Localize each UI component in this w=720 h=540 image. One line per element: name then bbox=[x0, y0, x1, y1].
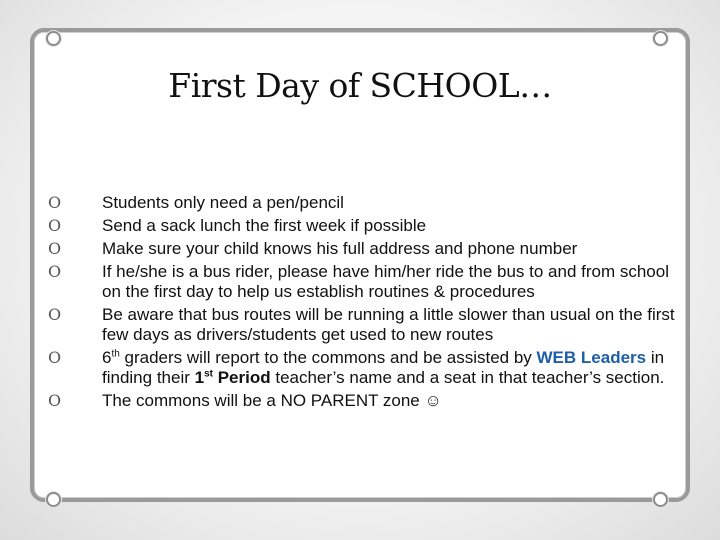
period-number: 1 bbox=[194, 368, 205, 387]
text-segment: graders will report to the commons and be assisted by bbox=[119, 348, 537, 367]
list-item-text: Send a sack lunch the first week if possible bbox=[102, 216, 427, 235]
list-item-text: Be aware that bus routes will be running a little slower than usual on the first few days as drivers/students get used to new routes bbox=[102, 305, 675, 344]
bullet-marker: O bbox=[48, 216, 62, 235]
bullet-marker: O bbox=[48, 391, 62, 410]
ordinal-suffix: th bbox=[111, 348, 120, 360]
period-label: Period bbox=[213, 368, 271, 387]
bullet-marker: O bbox=[48, 348, 62, 367]
list-item-text bbox=[102, 348, 664, 387]
bullet-marker: O bbox=[48, 239, 62, 258]
bullet-list bbox=[48, 193, 688, 414]
binder-ring-bottom-left bbox=[46, 492, 61, 507]
bullet-marker: O bbox=[48, 262, 62, 281]
list-item-text: Make sure your child knows his full address and phone number bbox=[102, 239, 578, 258]
grade-number: 6 bbox=[102, 348, 112, 367]
list-item-text: If he/she is a bus rider, please have him/her ride the bus to and from school on the first day to help us establish routines & procedures bbox=[102, 262, 669, 301]
binder-ring-top-left bbox=[46, 31, 61, 46]
list-item bbox=[48, 239, 688, 259]
bullet-marker: O bbox=[48, 193, 62, 212]
text-segment: in finding their bbox=[102, 348, 665, 387]
list-item bbox=[48, 216, 688, 236]
list-item-text: The commons will be a NO PARENT zone ☺ bbox=[102, 391, 442, 410]
list-item bbox=[48, 262, 688, 302]
ordinal-suffix: st bbox=[204, 368, 213, 380]
list-item bbox=[48, 305, 688, 345]
list-item-text: Students only need a pen/pencil bbox=[102, 193, 344, 212]
text-segment: teacher’s name and a seat in that teacher’s section. bbox=[270, 368, 665, 387]
bullet-marker: O bbox=[48, 305, 62, 324]
list-item bbox=[48, 391, 688, 411]
slide-title: First Day of SCHOOL… bbox=[168, 66, 552, 105]
binder-ring-bottom-right bbox=[653, 492, 668, 507]
list-item bbox=[48, 193, 688, 213]
web-leaders-highlight: WEB Leaders bbox=[536, 348, 647, 367]
binder-ring-top-right bbox=[653, 31, 668, 46]
list-item bbox=[48, 348, 688, 388]
